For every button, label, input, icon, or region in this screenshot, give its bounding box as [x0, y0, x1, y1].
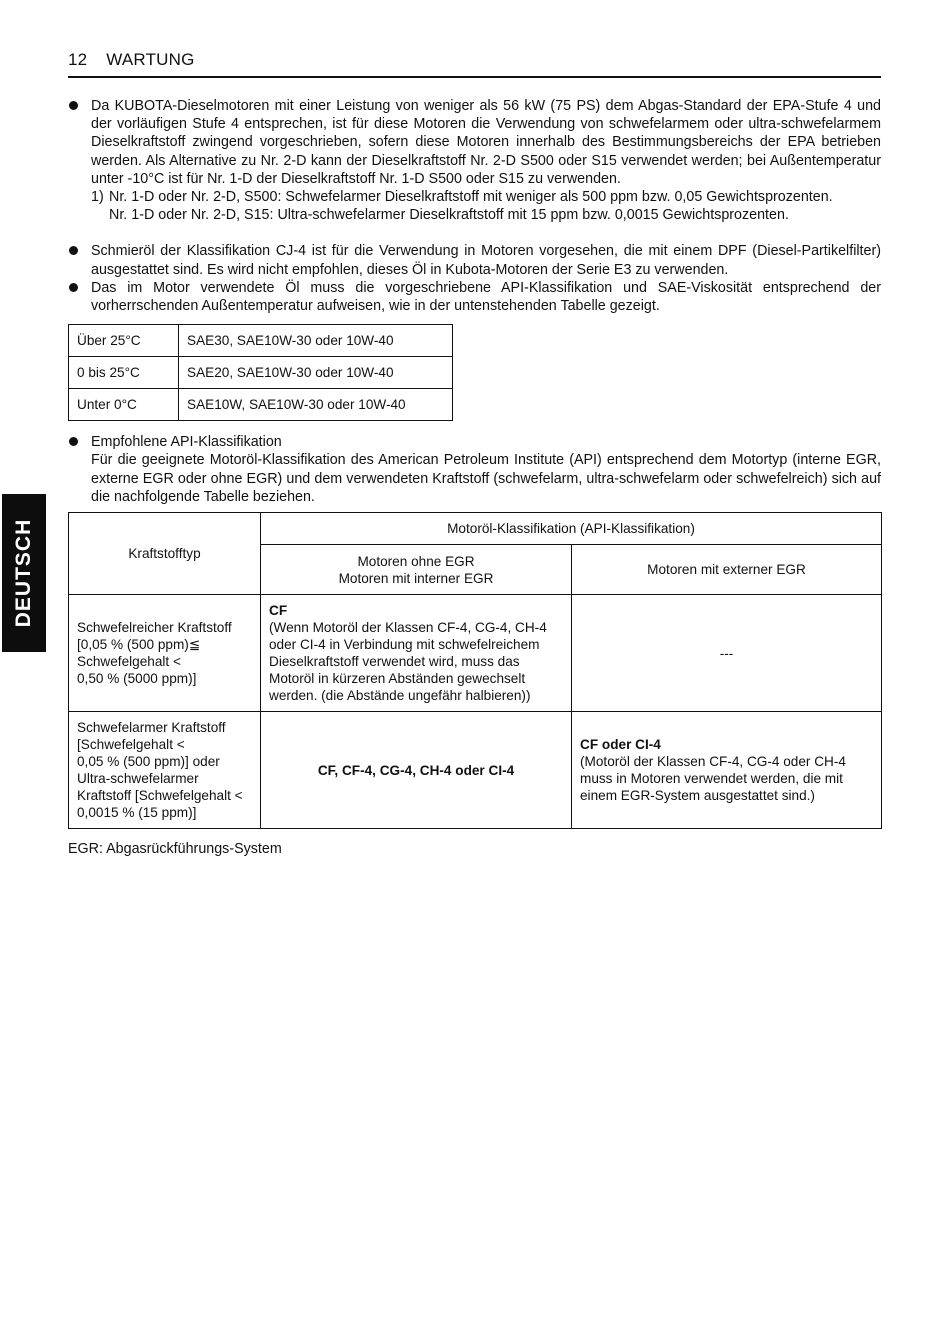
- temperature-cell: 0 bis 25°C: [69, 357, 179, 389]
- oil-grade-cell: SAE20, SAE10W-30 oder 10W-40: [179, 357, 453, 389]
- bullet-api-recommendation: [68, 433, 881, 506]
- language-tab-label: DEUTSCH: [12, 518, 35, 628]
- section-title: WARTUNG: [106, 50, 195, 69]
- bullet-dot-icon: [69, 101, 78, 110]
- header-line: Motoren mit interner EGR: [338, 570, 494, 586]
- external-egr-cell: [572, 712, 882, 829]
- cell-line: Schwefelreicher Kraftstoff: [77, 620, 232, 636]
- cell-line: Ultra-schwefelarmer: [77, 771, 199, 787]
- classification-header: Motoröl-Klassifikation (API-Klassifikation): [261, 513, 882, 545]
- footnote-line-s15: Nr. 1-D oder Nr. 2-D, S15: Ultra-schwefelarmer Dieselkraftstoff mit 15 ppm bzw. 0,0015 Gewichtsprozenten.: [109, 207, 789, 224]
- bullet-epa-fuel: [68, 97, 881, 188]
- oil-class-note: (Motoröl der Klassen CF-4, CG-4 oder CH-4 muss in Motoren verwendet werden, die mit einem EGR-System ausgestattet sind.): [580, 754, 846, 804]
- bullet-dot-icon: [69, 437, 78, 446]
- api-classification-table: [68, 512, 882, 829]
- bullet-api-sae: [68, 279, 881, 315]
- oil-class-bold: CF, CF-4, CG-4, CH-4 oder CI-4: [317, 762, 515, 778]
- bullet-title: Empfohlene API-Klassifikation: [91, 434, 282, 451]
- cell-line: [Schwefelgehalt <: [77, 737, 185, 753]
- egr-footnote: EGR: Abgasrückführungs-System: [68, 841, 282, 858]
- viscosity-table: [68, 324, 453, 421]
- external-egr-cell: ---: [572, 595, 882, 712]
- page-number: 12: [68, 50, 88, 69]
- table-row: [69, 325, 453, 357]
- fuel-footnote: [68, 188, 881, 224]
- cell-line: Schwefelgehalt <: [77, 654, 181, 670]
- cell-line: 0,05 % (500 ppm)] oder: [77, 754, 220, 770]
- no-egr-header: [261, 545, 572, 595]
- bullet-text: Da KUBOTA-Dieselmotoren mit einer Leistung von weniger als 56 kW (75 PS) dem Abgas-Standard der EPA-Stufe 4 und der vorläufigen Stufe 4 entsprechen, ist für diese Motoren die Verwendung von schwefelarmem oder ultra-schwefelarmem Dieselkraftstoff zwingend vorgeschrieben, sofern diese Motoren innerhalb des Bestimmungsbereichs der EPA betrieben werden. Als Alternative zu Nr. 2-D kann der Dieselkraftstoff Nr. 2-D S500 oder S15 verwendet werden; bei Außentemperatur unter -10°C ist für Nr. 1-D der Dieselkraftstoff Nr. 1-D S500 oder S15 zu verwenden.: [91, 98, 881, 187]
- no-egr-cell: [261, 712, 572, 829]
- cell-line: Kraftstoff [Schwefelgehalt <: [77, 788, 243, 804]
- oil-grade-cell: SAE10W, SAE10W-30 oder 10W-40: [179, 389, 453, 421]
- external-egr-header: Motoren mit externer EGR: [572, 545, 882, 595]
- oil-grade-cell: SAE30, SAE10W-30 oder 10W-40: [179, 325, 453, 357]
- language-side-tab: [2, 494, 46, 652]
- cell-line: 0,0015 % (15 ppm)]: [77, 805, 197, 821]
- fuel-type-cell: [69, 712, 261, 829]
- table-header-row: [69, 513, 882, 545]
- bullet-text: Schmieröl der Klassifikation CJ-4 ist für die Verwendung in Motoren vorgesehen, die mit einem DPF (Diesel-Partikelfilter) ausgestattet sind. Es wird nicht empfohlen, dieses Öl in Kubota-Motoren der Serie E3 zu verwenden.: [91, 243, 881, 278]
- table-row: [69, 595, 882, 712]
- fuel-type-header: Kraftstofftyp: [69, 513, 261, 595]
- table-row: [69, 357, 453, 389]
- bullet-cj4-oil: [68, 242, 881, 278]
- footnote-label: 1): [91, 189, 104, 206]
- bullet-dot-icon: [69, 246, 78, 255]
- footnote-line-s500: Nr. 1-D oder Nr. 2-D, S500: Schwefelarmer Dieselkraftstoff mit weniger als 500 ppm bzw. 0,05 Gewichtsprozenten.: [109, 189, 833, 206]
- header-line: Motoren ohne EGR: [357, 553, 475, 569]
- oil-class-bold: CF oder CI-4: [580, 737, 661, 753]
- oil-class-note: (Wenn Motoröl der Klassen CF-4, CG-4, CH-4 oder CI-4 in Verbindung mit schwefelreichem Dieselkraftstoff verwendet wird, muss das Motoröl in kürzeren Abständen gewechselt werden. (die Abstände ungefähr halbieren)): [269, 620, 547, 704]
- page-content: [68, 97, 881, 858]
- table-row: [69, 389, 453, 421]
- bullet-text: Das im Motor verwendete Öl muss die vorgeschriebene API-Klassifikation und SAE-Viskosität entsprechend der vorherrschenden Außentemperatur aufweisen, wie in der untenstehenden Tabelle gezeigt.: [91, 279, 881, 315]
- temperature-cell: Unter 0°C: [69, 389, 179, 421]
- cell-line: [0,05 % (500 ppm)≦: [77, 637, 201, 653]
- no-egr-cell: [261, 595, 572, 712]
- cell-line: 0,50 % (5000 ppm)]: [77, 671, 197, 687]
- bullet-text: Für die geeignete Motoröl-Klassifikation des American Petroleum Institute (API) entsprechend dem Motortyp (interne EGR, externe EGR oder ohne EGR) und dem verwendeten Kraftstoff (schwefelarm, ultra-schwefelarm oder schwefelreich) sich auf die nachfolgende Tabelle beziehen.: [91, 452, 881, 505]
- cell-line: Schwefelarmer Kraftstoff: [77, 720, 226, 736]
- bullet-dot-icon: [69, 283, 78, 292]
- page-header: [68, 50, 881, 78]
- temperature-cell: Über 25°C: [69, 325, 179, 357]
- table-row: [69, 712, 882, 829]
- fuel-type-cell: [69, 595, 261, 712]
- oil-class-bold: CF: [269, 603, 288, 619]
